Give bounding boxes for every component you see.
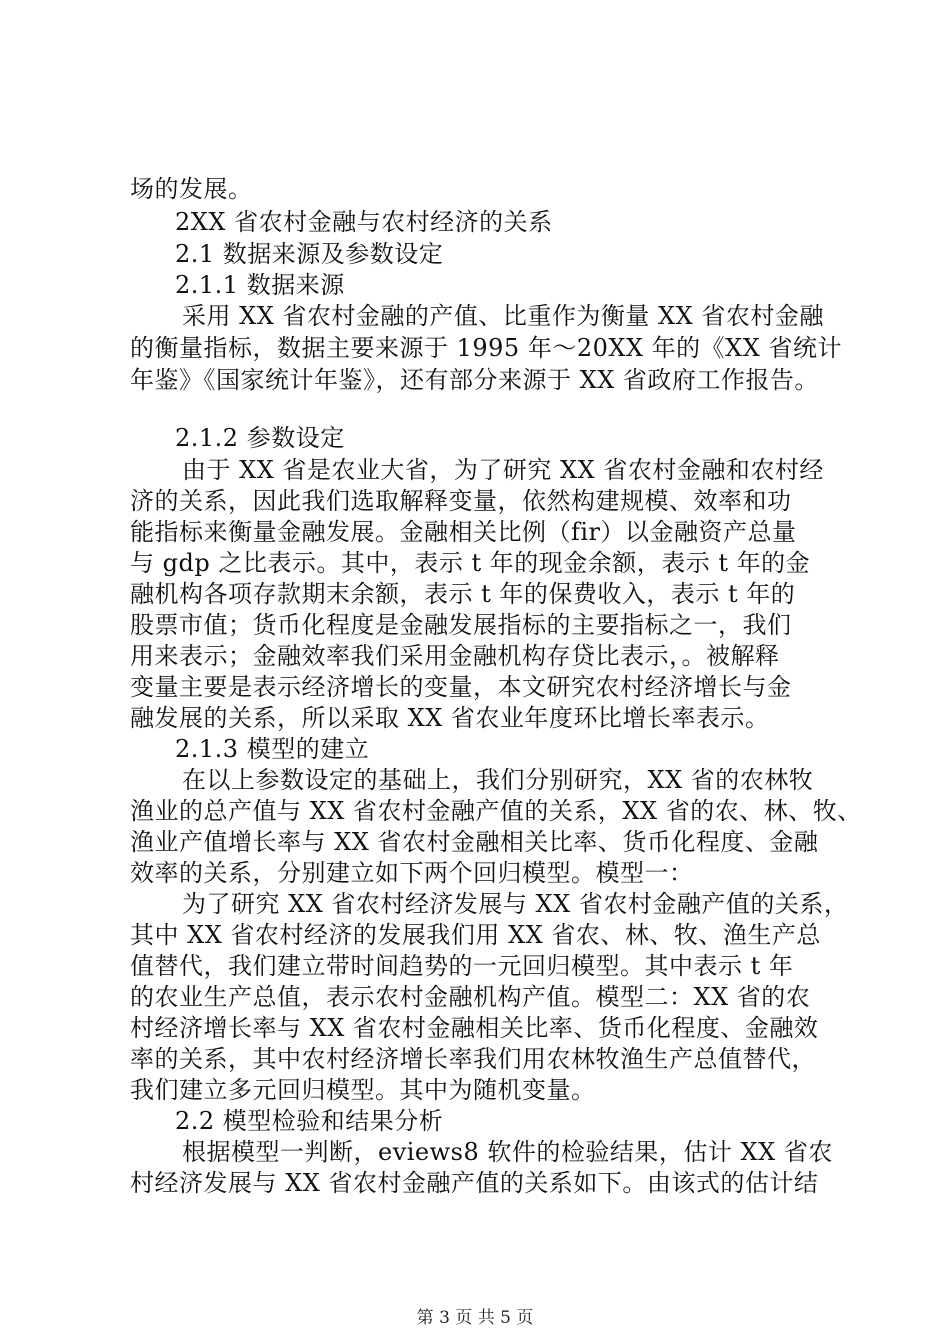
text-line: 其中 XX 省农村经济的发展我们用 XX 省农、林、牧、渔生产总 — [130, 921, 821, 949]
text-line: 的衡量指标，数据主要来源于 1995 年～20XX 年的《XX 省统计 — [130, 334, 842, 362]
text-line: 根据模型一判断，eviews8 软件的检验结果，估计 XX 省农 — [182, 1138, 833, 1166]
text-line: 能指标来衡量金融发展。金融相关比例（fir）以金融资产总量 — [130, 518, 797, 546]
section-heading: 2.1.2 参数设定 — [175, 424, 345, 452]
section-heading: 2.1.1 数据来源 — [175, 271, 345, 299]
text-line: 由于 XX 省是农业大省，为了研究 XX 省农村金融和农村经 — [182, 456, 824, 484]
section-heading: 2.1 数据来源及参数设定 — [175, 240, 444, 268]
text-line: 率的关系，其中农村经济增长率我们用农林牧渔生产总值替代， — [130, 1045, 816, 1073]
text-line: 我们建立多元回归模型。其中为随机变量。 — [130, 1076, 596, 1104]
text-line: 村经济增长率与 XX 省农村金融相关比率、货币化程度、金融效 — [130, 1014, 819, 1042]
text-line: 值替代，我们建立带时间趋势的一元回归模型。其中表示 t 年 — [130, 952, 794, 980]
section-heading: 2.2 模型检验和结果分析 — [175, 1107, 444, 1135]
section-heading: 2.1.3 模型的建立 — [175, 735, 370, 763]
page-footer: 第 3 页 共 5 页 — [416, 1308, 534, 1328]
text-line: 在以上参数设定的基础上，我们分别研究，XX 省的农林牧 — [182, 766, 814, 794]
text-line: 渔业的总产值与 XX 省农村金融产值的关系，XX 省的农、林、牧、 — [130, 797, 862, 825]
text-line: 场的发展。 — [130, 175, 253, 203]
text-line: 的农业生产总值，表示农村金融机构产值。模型二：XX 省的农 — [130, 983, 811, 1011]
text-line: 村经济发展与 XX 省农村金融产值的关系如下。由该式的估计结 — [130, 1169, 819, 1197]
text-line: 融机构各项存款期末余额，表示 t 年的保费收入，表示 t 年的 — [130, 580, 796, 608]
text-line: 用来表示；金融效率我们采用金融机构存贷比表示，。被解释 — [130, 642, 780, 670]
text-line: 融发展的关系，所以采取 XX 省农业年度环比增长率表示。 — [130, 704, 770, 732]
text-line: 效率的关系，分别建立如下两个回归模型。模型一： — [130, 859, 694, 887]
text-line: 采用 XX 省农村金融的产值、比重作为衡量 XX 省农村金融 — [182, 302, 824, 330]
text-line: 年鉴》《国家统计年鉴》，还有部分来源于 XX 省政府工作报告。 — [130, 366, 819, 394]
text-line: 为了研究 XX 省农村经济发展与 XX 省农村金融产值的关系， — [182, 890, 849, 918]
text-line: 股票市值；货币化程度是金融发展指标的主要指标之一，我们 — [130, 611, 792, 639]
text-line: 与 gdp 之比表示。其中，表示 t 年的现金余额，表示 t 年的金 — [130, 549, 811, 577]
text-line: 济的关系，因此我们选取解释变量，依然构建规模、效率和功 — [130, 487, 792, 515]
text-line: 变量主要是表示经济增长的变量，本文研究农村经济增长与金 — [130, 673, 792, 701]
section-heading: 2XX 省农村金融与农村经济的关系 — [175, 208, 553, 236]
text-line: 渔业产值增长率与 XX 省农村金融相关比率、货币化程度、金融 — [130, 828, 819, 856]
